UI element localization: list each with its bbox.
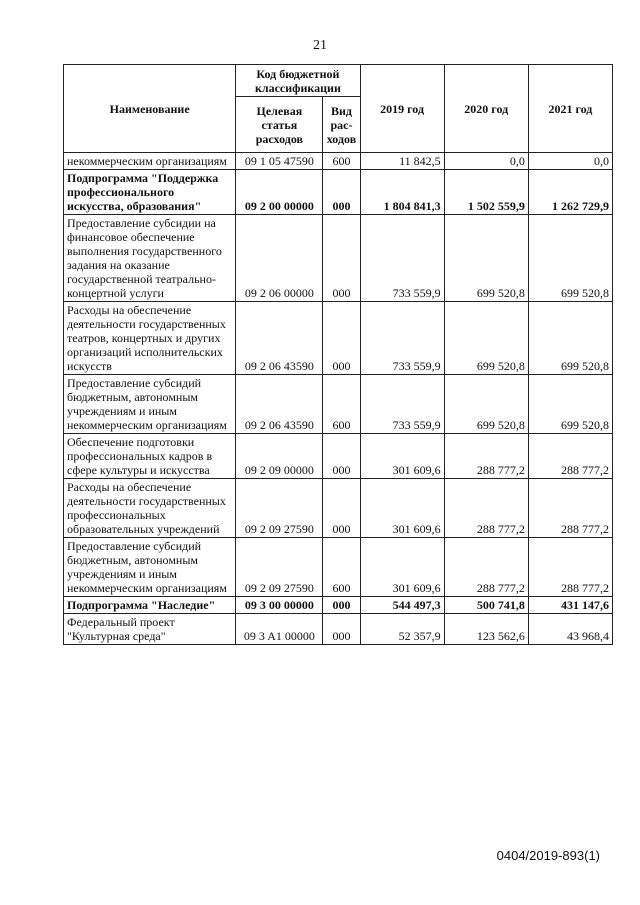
header-2019: 2019 год bbox=[360, 65, 444, 153]
row-2021-cell: 288 777,2 bbox=[528, 479, 612, 538]
header-2021: 2021 год bbox=[528, 65, 612, 153]
row-expense-type-cell: 000 bbox=[323, 479, 360, 538]
row-target-article-cell: 09 2 06 43590 bbox=[236, 302, 323, 375]
table-row bbox=[64, 153, 613, 170]
header-target-article: Целевая статья расходов bbox=[236, 97, 323, 153]
row-2021-cell: 699 520,8 bbox=[528, 375, 612, 434]
row-target-article-cell: 09 3 A1 00000 bbox=[236, 614, 323, 645]
page-number: 21 bbox=[313, 38, 327, 53]
row-name-cell: Предоставление субсидии на финансовое обеспечение выполнения государственного задания на оказание государственной театрально-концертной услуги bbox=[64, 215, 236, 302]
row-2019-cell: 52 357,9 bbox=[360, 614, 444, 645]
budget-table bbox=[63, 64, 613, 645]
row-target-article-cell: 09 2 09 00000 bbox=[236, 434, 323, 479]
row-expense-type-cell: 600 bbox=[323, 375, 360, 434]
row-2021-cell: 288 777,2 bbox=[528, 434, 612, 479]
document-code: 0404/2019-893(1) bbox=[496, 848, 600, 863]
row-2020-cell: 0,0 bbox=[444, 153, 528, 170]
row-2021-cell: 0,0 bbox=[528, 153, 612, 170]
table-header bbox=[64, 65, 613, 153]
row-name-cell: Подпрограмма "Поддержка профессионального искусства, образования" bbox=[64, 170, 236, 215]
row-target-article-cell: 09 1 05 47590 bbox=[236, 153, 323, 170]
row-name-cell: некоммерческим организациям bbox=[64, 153, 236, 170]
row-name-cell: Обеспечение подготовки профессиональных кадров в сфере культуры и искусства bbox=[64, 434, 236, 479]
row-name-cell: Федеральный проект "Культурная среда" bbox=[64, 614, 236, 645]
table-row bbox=[64, 215, 613, 302]
row-2021-cell: 699 520,8 bbox=[528, 215, 612, 302]
row-expense-type-cell: 600 bbox=[323, 153, 360, 170]
row-2020-cell: 1 502 559,9 bbox=[444, 170, 528, 215]
row-2020-cell: 500 741,8 bbox=[444, 597, 528, 614]
table-row bbox=[64, 479, 613, 538]
table-row bbox=[64, 302, 613, 375]
row-2020-cell: 288 777,2 bbox=[444, 434, 528, 479]
header-name: Наименование bbox=[64, 65, 236, 153]
row-2019-cell: 733 559,9 bbox=[360, 302, 444, 375]
table-row bbox=[64, 170, 613, 215]
row-2020-cell: 123 562,6 bbox=[444, 614, 528, 645]
row-expense-type-cell: 000 bbox=[323, 597, 360, 614]
row-2019-cell: 544 497,3 bbox=[360, 597, 444, 614]
row-target-article-cell: 09 2 09 27590 bbox=[236, 479, 323, 538]
header-2020: 2020 год bbox=[444, 65, 528, 153]
row-target-article-cell: 09 3 00 00000 bbox=[236, 597, 323, 614]
row-target-article-cell: 09 2 00 00000 bbox=[236, 170, 323, 215]
row-2019-cell: 301 609,6 bbox=[360, 479, 444, 538]
row-name-cell: Расходы на обеспечение деятельности государственных театров, концертных и других организаций исполнительских искусств bbox=[64, 302, 236, 375]
header-code-group: Код бюджетной классификации bbox=[236, 65, 360, 97]
row-expense-type-cell: 000 bbox=[323, 614, 360, 645]
table-row bbox=[64, 614, 613, 645]
row-2020-cell: 288 777,2 bbox=[444, 479, 528, 538]
table-row bbox=[64, 538, 613, 597]
row-target-article-cell: 09 2 06 00000 bbox=[236, 215, 323, 302]
row-name-cell: Предоставление субсидий бюджетным, автономным учреждениям и иным некоммерческим организациям bbox=[64, 538, 236, 597]
row-2021-cell: 288 777,2 bbox=[528, 538, 612, 597]
row-2021-cell: 431 147,6 bbox=[528, 597, 612, 614]
row-2020-cell: 288 777,2 bbox=[444, 538, 528, 597]
row-expense-type-cell: 600 bbox=[323, 538, 360, 597]
header-expense-type: Вид рас-ходов bbox=[323, 97, 360, 153]
row-2019-cell: 733 559,9 bbox=[360, 375, 444, 434]
row-2020-cell: 699 520,8 bbox=[444, 215, 528, 302]
row-name-cell: Предоставление субсидий бюджетным, автономным учреждениям и иным некоммерческим организациям bbox=[64, 375, 236, 434]
row-2019-cell: 733 559,9 bbox=[360, 215, 444, 302]
row-2019-cell: 11 842,5 bbox=[360, 153, 444, 170]
table-row bbox=[64, 375, 613, 434]
table-row bbox=[64, 434, 613, 479]
row-2019-cell: 301 609,6 bbox=[360, 434, 444, 479]
row-2020-cell: 699 520,8 bbox=[444, 375, 528, 434]
row-2021-cell: 699 520,8 bbox=[528, 302, 612, 375]
row-target-article-cell: 09 2 09 27590 bbox=[236, 538, 323, 597]
row-expense-type-cell: 000 bbox=[323, 434, 360, 479]
row-2021-cell: 1 262 729,9 bbox=[528, 170, 612, 215]
row-expense-type-cell: 000 bbox=[323, 302, 360, 375]
row-2020-cell: 699 520,8 bbox=[444, 302, 528, 375]
table-row bbox=[64, 597, 613, 614]
row-name-cell: Расходы на обеспечение деятельности государственных профессиональных образовательных учреждений bbox=[64, 479, 236, 538]
row-expense-type-cell: 000 bbox=[323, 170, 360, 215]
table-body bbox=[64, 153, 613, 645]
row-2019-cell: 1 804 841,3 bbox=[360, 170, 444, 215]
row-2019-cell: 301 609,6 bbox=[360, 538, 444, 597]
row-2021-cell: 43 968,4 bbox=[528, 614, 612, 645]
row-target-article-cell: 09 2 06 43590 bbox=[236, 375, 323, 434]
row-name-cell: Подпрограмма "Наследие" bbox=[64, 597, 236, 614]
row-expense-type-cell: 000 bbox=[323, 215, 360, 302]
